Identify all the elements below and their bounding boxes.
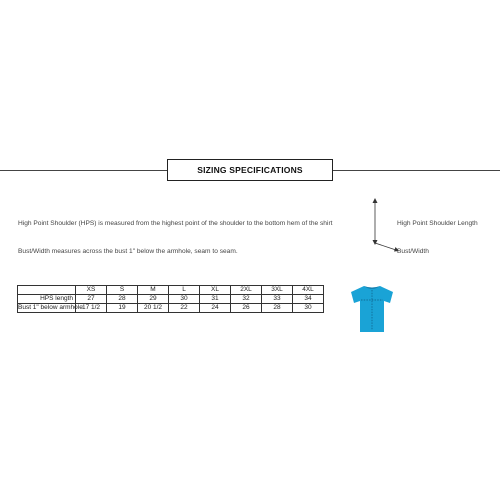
- size-chart-table: [17, 285, 324, 313]
- size-header-l: L: [169, 286, 200, 295]
- table-cell: 33: [262, 295, 293, 304]
- table-cell: 29: [138, 295, 169, 304]
- table-cell: 17 1/2: [76, 304, 107, 313]
- table-cell: 30: [293, 304, 324, 313]
- table-row: [18, 295, 324, 304]
- table-header-row: [18, 286, 324, 295]
- page-title: SIZING SPECIFICATIONS: [167, 159, 333, 181]
- t-shirt-icon: [349, 284, 395, 334]
- size-header-4xl: 4XL: [293, 286, 324, 295]
- table-cell: 27: [76, 295, 107, 304]
- bust-width-label: Bust/Width: [397, 248, 429, 255]
- table-cell: 30: [169, 295, 200, 304]
- size-header-m: M: [138, 286, 169, 295]
- size-header-2xl: 2XL: [231, 286, 262, 295]
- size-header-xs: XS: [76, 286, 107, 295]
- table-cell: 32: [231, 295, 262, 304]
- table-cell: 34: [293, 295, 324, 304]
- table-row: [18, 304, 324, 313]
- table-cell: 24: [200, 304, 231, 313]
- table-cell: 31: [200, 295, 231, 304]
- bust-note: Bust/Width measures across the bust 1" below the armhole, seam to seam.: [18, 248, 238, 255]
- measurement-arrows-icon: [360, 198, 400, 254]
- row-label-bust: Bust 1" below armhole: [18, 304, 83, 311]
- table-cell: 20 1/2: [138, 304, 169, 313]
- table-cell: 22: [169, 304, 200, 313]
- size-header-xl: XL: [200, 286, 231, 295]
- table-cell: 26: [231, 304, 262, 313]
- hps-length-label: High Point Shoulder Length: [397, 220, 478, 227]
- size-header-3xl: 3XL: [262, 286, 293, 295]
- row-label-hps: HPS length: [18, 295, 76, 304]
- table-corner-cell: [18, 286, 76, 295]
- size-header-s: S: [107, 286, 138, 295]
- table-cell: 28: [262, 304, 293, 313]
- hps-note: High Point Shoulder (HPS) is measured from the highest point of the shoulder to the bottom hem of the shirt: [18, 220, 333, 227]
- table-cell: 28: [107, 295, 138, 304]
- table-cell: 19: [107, 304, 138, 313]
